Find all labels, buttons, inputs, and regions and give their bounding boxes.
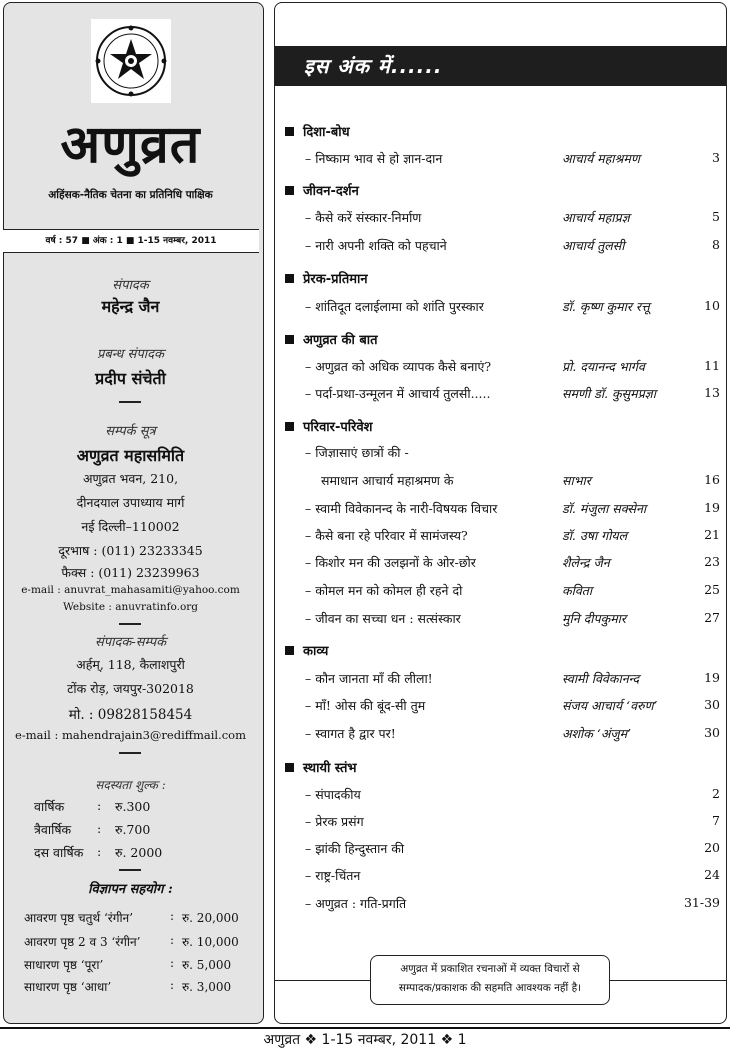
square-bullet-icon <box>285 186 294 195</box>
ad-sep: : <box>170 978 175 992</box>
entry-author: आचार्य महाश्रमण <box>562 151 640 166</box>
entry-page: 2 <box>712 786 720 801</box>
contact-phone: दूरभाष : (011) 23233345 <box>58 543 203 558</box>
section-title: प्रेरक-प्रतिमान <box>303 272 368 287</box>
toc-entry[interactable] <box>305 500 720 518</box>
subscription-label: सदस्यता शुल्क : <box>95 778 166 792</box>
entry-page: 19 <box>704 500 720 515</box>
editor-contact-address-1: अर्हम्, 118, कैलाशपुरी <box>76 657 185 672</box>
entry-page: 25 <box>704 582 720 597</box>
entry-title: – कैसे बना रहे परिवार में सामंजस्य? <box>305 528 468 543</box>
toc-entry[interactable] <box>305 697 720 715</box>
advertising-label: विज्ञापन सहयोग : <box>88 882 173 897</box>
managing-editor-name: प्रदीप संचेती <box>95 369 166 388</box>
entry-title: – पर्दा-प्रथा-उन्मूलन में आचार्य तुलसी..... <box>305 386 491 401</box>
entry-page: 5 <box>712 209 720 224</box>
contents-heading: इस अंक में...... <box>304 54 443 78</box>
entry-page: 16 <box>704 472 720 487</box>
toc-entry[interactable] <box>305 895 720 913</box>
section-title: अणुव्रत की बात <box>303 333 378 348</box>
entry-title: – प्रेरक प्रसंग <box>305 814 364 829</box>
entry-author: आचार्य तुलसी <box>562 238 625 253</box>
entry-title: – माँ! ओस की बूंद-सी तुम <box>305 698 426 713</box>
entry-author: आचार्य महाप्रज्ञ <box>562 210 630 225</box>
entry-author: शैलेन्द्र जैन <box>562 555 610 570</box>
toc-entry[interactable] <box>305 786 720 804</box>
section-heading <box>285 417 373 435</box>
divider <box>119 752 141 754</box>
entry-page: 23 <box>704 554 720 569</box>
fee-sep: : <box>97 844 102 859</box>
toc-entry[interactable] <box>305 527 720 545</box>
divider <box>119 401 141 403</box>
fee-name: त्रैवार्षिक <box>34 822 72 837</box>
entry-page: 7 <box>712 813 720 828</box>
section-heading <box>285 758 357 776</box>
entry-title: – जिज्ञासाएं छात्रों की - <box>305 445 409 460</box>
entry-author: डॉ. मंजुला सक्सेना <box>562 501 647 516</box>
entry-page: 3 <box>712 150 720 165</box>
entry-title: – राष्ट्र-चिंतन <box>305 868 361 883</box>
editor-label: संपादक <box>112 278 149 293</box>
fee-price: रु. 2000 <box>115 845 163 860</box>
toc-entry[interactable] <box>305 385 720 403</box>
entry-page: 10 <box>704 298 720 313</box>
disclaimer-box <box>370 955 610 1005</box>
entry-author: स्वामी विवेकानन्द <box>562 671 640 686</box>
toc-entry[interactable] <box>305 298 720 316</box>
section-title: काव्य <box>303 644 329 659</box>
entry-title: – अणुव्रत को अधिक व्यापक कैसे बनाएं? <box>305 359 492 374</box>
editor-contact-mobile: मो. : 09828158454 <box>68 707 193 723</box>
entry-page: 13 <box>704 385 720 400</box>
entry-title: – स्वामी विवेकानन्द के नारी-विषयक विचार <box>305 501 498 516</box>
section-heading <box>285 269 368 287</box>
ad-price: रु. 20,000 <box>182 911 239 925</box>
entry-page: 8 <box>712 237 720 252</box>
editor-contact-address-2: टोंक रोड़, जयपुर-302018 <box>67 681 194 696</box>
square-bullet-icon <box>285 127 294 136</box>
section-title: परिवार-परिवेश <box>303 420 373 435</box>
toc-entry[interactable] <box>305 725 720 743</box>
entry-author: डॉ. कृष्ण कुमार रत्तू <box>562 299 650 314</box>
toc-entry[interactable] <box>305 444 720 462</box>
entry-page: 31-39 <box>683 895 720 910</box>
ad-sep: : <box>170 933 175 947</box>
ad-name: आवरण पृष्ठ 2 व 3 ‘रंगीन’ <box>24 935 141 949</box>
entry-title: समाधान आचार्य महाश्रमण के <box>321 473 454 488</box>
fee-price: रु.700 <box>115 822 151 837</box>
ad-name: साधारण पृष्ठ ‘पूरा’ <box>24 958 104 972</box>
entry-author: मुनि दीपकुमार <box>562 611 627 626</box>
entry-title: – निष्काम भाव से हो ज्ञान-दान <box>305 151 443 166</box>
toc-entry[interactable] <box>305 150 720 168</box>
magazine-title: अणुव्रत <box>60 115 201 175</box>
editor-name: महेन्द्र जैन <box>101 297 160 316</box>
contact-website: Website : anuvratinfo.org <box>62 601 199 613</box>
ad-price: रु. 5,000 <box>182 958 232 972</box>
section-title: दिशा-बोध <box>303 125 350 140</box>
entry-title: – शांतिदूत दलाईलामा को शांति पुरस्कार <box>305 299 484 314</box>
emblem-logo <box>91 19 171 103</box>
square-bullet-icon <box>285 646 294 655</box>
disclaimer-line-2: सम्पादक/प्रकाशक की सहमति आवश्यक नहीं है। <box>398 982 582 994</box>
entry-title: – स्वागत है द्वार पर! <box>305 726 396 741</box>
toc-entry[interactable] <box>305 472 720 490</box>
divider <box>119 869 141 871</box>
section-title: स्थायी स्तंभ <box>303 761 357 776</box>
entry-title: – कैसे करें संस्कार-निर्माण <box>305 210 422 225</box>
entry-author: साभार <box>562 473 591 488</box>
entry-page: 27 <box>704 610 720 625</box>
editor-contact-label: संपादक-सम्पर्क <box>94 635 167 650</box>
entry-page: 19 <box>704 670 720 685</box>
issue-info: वर्ष : 57 ■ अंक : 1 ■ 1-15 नवम्बर, 2011 <box>3 229 259 253</box>
toc-entry[interactable] <box>305 237 720 255</box>
toc-entry[interactable] <box>305 358 720 376</box>
toc-entry[interactable] <box>305 867 720 885</box>
square-bullet-icon <box>285 763 294 772</box>
contact-address-2: दीनदयाल उपाध्याय मार्ग <box>76 495 185 510</box>
entry-author: प्रो. दयानन्द भार्गव <box>562 359 645 374</box>
entry-author: संजय आचार्य ‘वरुण’ <box>562 698 658 713</box>
section-title: जीवन-दर्शन <box>303 184 359 199</box>
entry-title: – नारी अपनी शक्ति को पहचाने <box>305 238 447 253</box>
contact-fax: फैक्स : (011) 23239963 <box>61 565 200 580</box>
toc-entry[interactable] <box>305 813 720 831</box>
section-heading <box>285 122 350 140</box>
divider <box>119 623 141 625</box>
magazine-tagline: अहिंसक-नैतिक चेतना का प्रतिनिधि पाक्षिक <box>48 189 213 201</box>
entry-title: – संपादकीय <box>305 787 361 802</box>
entry-title: – कौन जानता माँ की लीला! <box>305 671 433 686</box>
entry-author: अशोक ‘अंजुम’ <box>562 726 632 741</box>
square-bullet-icon <box>285 335 294 344</box>
square-bullet-icon <box>285 422 294 431</box>
disclaimer-line-1: अणुव्रत में प्रकाशित रचनाओं में व्यक्त विचारों से <box>400 963 580 975</box>
toc-entry[interactable] <box>305 209 720 227</box>
entry-title: – अणुव्रत : गति-प्रगति <box>305 896 407 911</box>
ad-price: रु. 10,000 <box>182 935 239 949</box>
ad-price: रु. 3,000 <box>182 980 232 994</box>
toc-entry[interactable] <box>305 554 720 572</box>
entry-title: – कोमल मन को कोमल ही रहने दो <box>305 583 463 598</box>
entry-author: समणी डॉ. कुसुमप्रज्ञा <box>562 386 656 401</box>
entry-page: 24 <box>704 867 720 882</box>
section-heading <box>285 181 359 199</box>
section-heading <box>285 330 378 348</box>
entry-page: 30 <box>704 697 720 712</box>
fee-name: वार्षिक <box>34 799 65 814</box>
footer-rule <box>0 1027 730 1029</box>
fee-sep: : <box>97 798 102 813</box>
fee-price: रु.300 <box>115 799 151 814</box>
toc-entry[interactable] <box>305 582 720 600</box>
contact-address-3: नई दिल्ली–110002 <box>81 519 180 534</box>
page-footer: अणुव्रत ❖ 1-15 नवम्बर, 2011 ❖ 1 <box>263 1032 467 1048</box>
entry-title: – झांकी हिन्दुस्तान की <box>305 841 405 856</box>
entry-page: 21 <box>704 527 720 542</box>
square-bullet-icon <box>285 274 294 283</box>
ad-name: साधारण पृष्ठ ‘आधा’ <box>24 980 112 994</box>
managing-editor-label: प्रबन्ध संपादक <box>97 347 164 362</box>
entry-page: 20 <box>704 840 720 855</box>
entry-author: कविता <box>562 583 593 598</box>
section-heading <box>285 641 328 659</box>
contact-email: e-mail : anuvrat_mahasamiti@yahoo.com <box>21 584 240 596</box>
toc-entry[interactable] <box>305 610 720 628</box>
entry-page: 11 <box>704 358 720 373</box>
ad-sep: : <box>170 956 175 970</box>
contact-label: सम्पर्क सूत्र <box>105 424 156 439</box>
contact-address-1: अणुव्रत भवन, 210, <box>82 471 179 486</box>
fee-name: दस वार्षिक <box>34 845 84 860</box>
fee-sep: : <box>97 821 102 836</box>
entry-title: – जीवन का सच्चा धन : सत्संस्कार <box>305 611 461 626</box>
entry-title: – किशोर मन की उलझनों के ओर-छोर <box>305 555 476 570</box>
entry-page: 30 <box>704 725 720 740</box>
toc-entry[interactable] <box>305 840 720 858</box>
contact-org: अणुव्रत महासमिति <box>76 446 185 465</box>
editor-contact-email: e-mail : mahendrajain3@rediffmail.com <box>15 728 246 742</box>
contents-banner <box>275 46 726 86</box>
ad-sep: : <box>170 909 175 923</box>
ad-name: आवरण पृष्ठ चतुर्थ ‘रंगीन’ <box>24 911 134 925</box>
entry-author: डॉ. उषा गोयल <box>562 528 628 543</box>
toc-entry[interactable] <box>305 670 720 688</box>
